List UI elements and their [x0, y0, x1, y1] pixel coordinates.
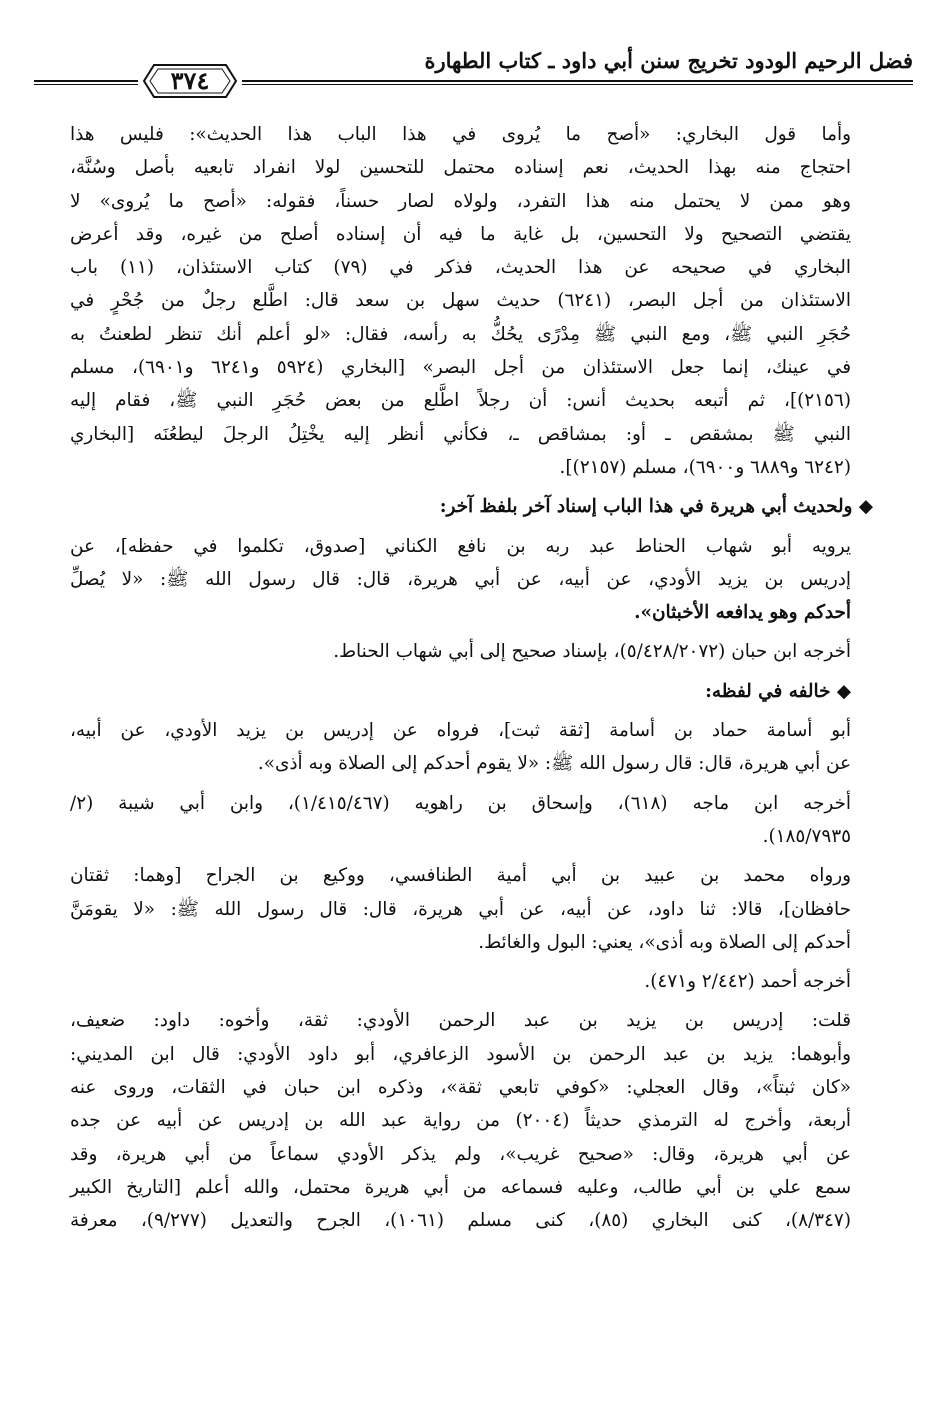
body-text: [70, 118, 873, 1244]
text-line: ١٨٥/٧٩٣٥).: [762, 825, 851, 847]
text-line: سمع علي بن أبي طالب، وعليه فسماعه من أبي هريرة محتمل، والله أعلم [التاريخ الكبير: [70, 1176, 851, 1198]
heading-line: ◆ خالفه في لفظه:: [705, 680, 851, 702]
section-heading: [70, 490, 873, 523]
text-line: حافظان]، قالا: ثنا داود، عن أبيه، عن أبي هريرة، قال: قال رسول الله ﷺ: «لا يقومَنَّ: [70, 898, 851, 920]
paragraph-bukhari: [70, 118, 873, 484]
text-line: أخرجه ابن حبان (٥/٤٢٨/٢٠٧٢)، بإسناد صحيح إلى أبي شهاب الحناط.: [333, 641, 851, 663]
text-line: (٨/٣٤٧)، كنى البخاري (٨٥)، كنى مسلم (١٠٦١)، الجرح والتعديل (٩/٢٧٧)، معرفة: [70, 1210, 851, 1232]
text-line: يقتضي التصحيح ولا التحسين، بل غاية ما فيه أن إسناده أصلح من غيره، وقد أعرض: [70, 223, 851, 245]
text-line: قلت: إدريس بن يزيد بن عبد الرحمن الأودي: ثقة، وأخوه: داود: ضعيف،: [70, 1010, 851, 1032]
header-rule: [34, 80, 138, 82]
text-line: أبو أسامة حماد بن أسامة [ثقة ثبت]، فرواه عن إدريس بن يزيد الأودي، عن أبيه،: [70, 720, 851, 742]
paragraph-abu-usama: [70, 714, 873, 781]
text-line: أحدكم وهو يدافعه الأخبثان».: [634, 602, 851, 624]
text-line: أخرجه ابن ماجه (٦١٨)، وإسحاق بن راهويه (١/٤١٥/٤٦٧)، وابن أبي شيبة (٢/: [70, 792, 851, 814]
page-number: ٣٧٤: [170, 66, 210, 95]
text-line: ورواه محمد بن عبيد بن أبي أمية الطنافسي، ووكيع بن الجراح [وهما: ثقتان: [70, 865, 851, 887]
text-line: الاستئذان من أجل البصر، (٦٢٤١) حديث سهل بن سعد قال: اطَّلع رجلٌ من جُحْرٍ في: [70, 290, 851, 312]
text-line: (٢١٥٦)]، ثم أتبعه بحديث أنس: أن رجلاً اطَّلع من بعض حُجَرِ النبي ﷺ، فقام إليه: [70, 390, 851, 412]
paragraph-tanafisi: [70, 859, 873, 959]
text-line: وأبوهما: يزيد بن عبد الرحمن بن الأسود الزعافري، أبو داود الأودي: قال ابن المديني:: [70, 1043, 851, 1065]
text-line: عن أبي هريرة، وقال: «صحيح غريب»، ولم يذكر الأودي سماعاً من أبي هريرة، وقد: [70, 1143, 851, 1165]
text-line: (٦٢٤٢ و٦٨٨٩ و٦٩٠٠)، مسلم (٢١٥٧)].: [559, 456, 851, 478]
paragraph-qultu: [70, 1004, 873, 1237]
page-header: [34, 40, 913, 100]
text-line: يرويه أبو شهاب الحناط عبد ربه بن نافع الكناني [صدوق، تكلموا في حفظه]، عن: [70, 535, 851, 557]
text-line: إدريس بن يزيد الأودي، عن أبيه، عن أبي هريرة، قال: قال رسول الله ﷺ: «لا يُصلِّ: [70, 568, 851, 590]
text-line: أحدكم إلى الصلاة وبه أذى»، يعني: البول والغائط.: [478, 931, 851, 953]
subheading: [70, 675, 873, 708]
header-rule: [242, 80, 913, 82]
page-number-frame: [142, 62, 238, 100]
paragraph-ahmad: [70, 965, 873, 998]
text-line: حُجَرِ النبي ﷺ، ومع النبي ﷺ مِدْرًى يحُكُّ به رأسه، فقال: «لو أعلم أنك تنظر لطعنتُ به: [70, 323, 851, 345]
paragraph-ibn-majah: [70, 787, 873, 854]
text-line: وأما قول البخاري: «أصح ما يُروى في هذا الباب هذا الحديث»: فليس هذا: [70, 124, 851, 145]
paragraph-abu-shihab: [70, 530, 873, 630]
text-line: احتجاج منه بهذا الحديث، نعم إسناده محتمل للتحسين لولا انفراد تابعيه بأصل وسُنَّة،: [70, 157, 851, 179]
header-rule: [34, 84, 138, 85]
text-line: النبي ﷺ بمشقص ـ أو: بمشاقص ـ، فكأني أنظر إليه يخْتِلُ الرجلَ ليطعُنَه [البخاري: [70, 423, 851, 445]
text-line: أربعة، وأخرج له الترمذي حديثاً (٢٠٠٤) من رواية عبد الله بن إدريس عن أبيه عن جده: [70, 1110, 852, 1132]
running-head: فضل الرحيم الودود تخريج سنن أبي داود ـ كتاب الطهارة: [424, 48, 913, 73]
heading-line: ◆ ولحديث أبي هريرة في هذا الباب إسناد آخر بلفظ آخر:: [439, 496, 873, 518]
text-line: أخرجه أحمد (٢/٤٤٢ و٤٧١).: [644, 971, 851, 993]
text-line: وهو ممن لا يحتمل منه هذا التفرد، ولولاه لصار حسناً، فقوله: «أصح ما يُروى» لا: [70, 190, 851, 212]
text-line: في عينك، إنما جعل الاستئذان من أجل البصر» [البخاري (٥٩٢٤ و٦٢٤١ و٦٩٠١)، مسلم: [70, 357, 851, 379]
text-line: البخاري في صحيحه عن هذا الحديث، فذكر في (٧٩) كتاب الاستئذان، (١١) باب: [70, 257, 852, 279]
text-line: عن أبي هريرة، قال: قال رسول الله ﷺ: «لا يقوم أحدكم إلى الصلاة وبه أذى».: [257, 753, 851, 775]
text-line: «كان ثبتاً»، وقال العجلي: «كوفي تابعي ثقة»، وذكره ابن حبان في الثقات، وروى عنه: [70, 1077, 851, 1099]
paragraph-ibn-hibban: [70, 635, 873, 668]
header-rule: [242, 84, 913, 85]
